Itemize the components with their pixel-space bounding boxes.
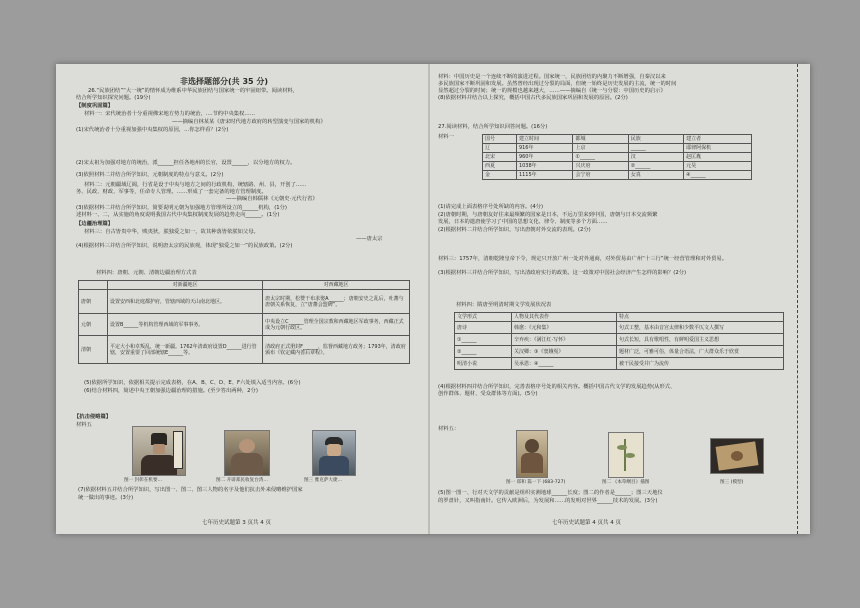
table-cell: 上京 <box>573 144 628 153</box>
table-cell: 女真 <box>628 171 683 180</box>
figure-caption: 图三 (模型) <box>720 480 744 485</box>
q26-intro: 26.“民族团结”“大一统”的情怀成为维系中华民族团结与国家统一的牢固纽带。阅读材料， <box>88 88 299 94</box>
table-header: 特点 <box>617 313 784 322</box>
table-header: 建立时间 <box>516 135 573 144</box>
table-cell: 元昊 <box>684 162 752 171</box>
q26-intro2: 结合所学知识探究问题。(19分) <box>76 95 151 101</box>
table-header <box>79 281 108 290</box>
table-cell: 960年 <box>516 153 573 162</box>
question-3b: 述材料一、二，从实施的角度说明我国古代中央集权制度发展的趋势走向______。(1分) <box>76 212 280 218</box>
q27-material-three: 材料三：1757年，清朝乾隆皇帝下令，规定只开放广州一处对外通商，对外贸易由广州“十三行”统一经营管理和对外贸易。 <box>438 256 728 262</box>
regimes-table <box>482 134 752 180</box>
material-one: 材料一：宋代统治者十分重视佛宋地方势力的统治，....节约中央集权…… <box>84 111 255 117</box>
table-cell: 中央设立C______管理全国宗教和西藏地区军政事务，西藏正式成为元朝行政区。 <box>263 314 410 336</box>
table-header: 民族 <box>628 135 683 144</box>
table-cell: 唐朝 <box>79 290 108 314</box>
material-intro-3: 显然超过分裂的时间；统一的规模也越来越大，……——摘编自《统一与分裂：中国历史的启示》 <box>438 88 666 94</box>
question-6: (6)结合材料四，简述中央王朝加强边疆治理的措施。(至少答出两种，2分) <box>84 388 258 394</box>
material-three: 材料三：自古皆贵中华，贱夷狄，朕独爱之如一，故其种落皆依朕如父母。 <box>84 229 259 235</box>
right-page <box>430 64 810 534</box>
figure-caption: 图二 《本草纲目》插图 <box>602 480 650 485</box>
page-footer: 七年历史试题第 3 页共 4 页 <box>202 520 271 526</box>
table-cell: 被干民接受并广为流传 <box>617 358 784 370</box>
material-one-source: ——摘编自林某某《唐宋时代地方政府的转型演变与国家的机构》 <box>172 119 326 125</box>
question-8: (8)依据材料并结合以上探究，概括中国古代多民族国家巩固和发展的原因。(2分) <box>438 95 628 101</box>
table-header: 人物及其代表作 <box>512 313 617 322</box>
picture-caption: 图二 开辟郑民收复台湾... <box>216 478 268 483</box>
table-cell: ①______ <box>455 334 512 346</box>
frontier-table <box>78 280 410 364</box>
question-4: (4)根据材料三并结合所学知识，说明唐太宗的民族观，体现“独爱之如一”的民族政策。(2分) <box>76 243 293 249</box>
table-cell: 明清小说 <box>455 358 512 370</box>
table-cell: 1038年 <box>516 162 573 171</box>
table-cell: 1115年 <box>516 171 573 180</box>
material-two: 材料二：元朝疆域辽阔，行省是设于中央与地方之间的行政机构，统辖路、州、县，开创了…… <box>84 182 307 188</box>
table-cell: 清朝 <box>79 336 108 364</box>
q27-material-one: 材料一 <box>438 134 454 140</box>
material-two-line2: 务、民政、财政、军事等，任命专人管理。……形成了一套完备的地方管理制度。 <box>76 189 267 195</box>
sub-heading-system: 【制度巩固篇】 <box>76 103 114 109</box>
question-2: (2)宋太祖为加强对地方的统治，派______担任各地州的长官，设置______，以分地方的权力。 <box>76 160 296 166</box>
q27-title: 27.阅读材料，结合所学知识回答问题。(16分) <box>438 124 548 130</box>
table-header: 对新疆地区 <box>108 281 263 290</box>
table-cell: 设置安西和北庭都护府，管辖西域的天山南北地区。 <box>108 290 263 314</box>
table-header: 建立者 <box>684 135 752 144</box>
table-cell: 题材广泛，可雅可俗，体量合语法，广大群众乐于欣赏 <box>617 346 784 358</box>
table-header: 文学形式 <box>455 313 512 322</box>
figure-caption: 图一 郑和 篇一下 (683-727) <box>506 480 566 485</box>
table-cell: 北宋 <box>483 153 517 162</box>
q27-question-1: (1)请完成上面表格序号处所缺的内容。(4分) <box>438 204 544 210</box>
portrait-one-image <box>132 426 186 476</box>
question-1: (1)宋代统治者十分重视加强中央集权的原因，...你怎样看？(2分) <box>76 127 229 133</box>
material-intro-2: 多民族国家不断巩固和发展。虽然曾经出现过分裂的局面，但统一始终是历史发展的主流，统一的时间 <box>438 81 677 87</box>
figure-one-image <box>516 430 548 478</box>
q27-question-4: (4)根据材料四并结合所学知识，完善表格序号处的相关内容。概括中国古代文学的发展趋势(从形式、 <box>438 384 676 390</box>
table-cell: ④______ <box>684 171 752 180</box>
table-cell: 设置B______等机构管理西域的军事事务。 <box>108 314 263 336</box>
q27-question-2: (2)根据材料二并结合所学知识，写出唐朝对外交流的表现。(2分) <box>438 227 591 233</box>
q27-material-two-b: 发展，日本的遣唐使学习了中国的思想文化、律令、制度等多个方面…… <box>438 219 608 225</box>
sub-heading-resistance: 【抗击侵略篇】 <box>74 414 112 420</box>
table-cell: ①______ <box>573 153 628 162</box>
table-cell: 韩愈：《元和集》 <box>512 322 617 334</box>
table-cell: 元朝 <box>79 314 108 336</box>
literature-table <box>454 312 784 370</box>
material-four-title: 材料四：隋唐至明清时期文学发展状况表 <box>456 302 552 308</box>
table-cell: 平定大小和卓叛乱，统一新疆。1762年清政府设置D______进行管辖，安置重要了回部统辖E______等。 <box>108 336 263 364</box>
table-cell: 会宁府 <box>573 171 628 180</box>
q27-question-5b: 的罗盘针，又叫指南针。它传入欧洲后，为发展和……的发明对世界______技术的发展。(3分) <box>438 498 658 504</box>
material-two-source: ——摘编自韩儒林《元朝史·元代行省》 <box>226 196 318 202</box>
q27-material-five: 材料五： <box>438 426 460 432</box>
table-cell: 句式长短，具有歌唱性，有鲜明爱国主义思想 <box>617 334 784 346</box>
table-cell: 关汉卿：③《窦娥冤》 <box>512 346 617 358</box>
table-cell: 辽 <box>483 144 517 153</box>
section-title: 非选择题部分(共 35 分) <box>180 77 269 86</box>
material-five: 材料五 <box>76 422 92 428</box>
figure-three-image <box>710 438 764 474</box>
table-header: 对西藏地区 <box>263 281 410 290</box>
table-cell: 兴庆府 <box>573 162 628 171</box>
q27-question-4b: 创作群体、题材、受众群体等方面)。(5分) <box>438 391 538 397</box>
table-cell: 西夏 <box>483 162 517 171</box>
table-cell: 清政府正式册封F______，监督西藏地方政务；1793年，清政府颁布《钦定藏内善后章程》。 <box>263 336 410 364</box>
question-3: (3)依据材料二并结合所学知识，简要说明元朝为加强地方管理所设立的______机构，(1分) <box>76 205 287 211</box>
question-5: (5)依据所学知识，依据相关提示完成表格，在A、B、C、D、E、F六处填入适当内容。(6分) <box>84 380 301 386</box>
material-intro: 材料：中国历史是一个连续不断的演进过程。国家统一，民族团结的内聚力不断增强，自秦汉以来 <box>438 74 666 80</box>
table-cell: 辛弃疾：《满江红·写怀》 <box>512 334 617 346</box>
material-four-title: 材料四：唐朝、元朝、清朝边疆治理方式表 <box>96 270 197 276</box>
material-three-source: ——唐太宗 <box>356 236 383 242</box>
left-page <box>56 64 428 534</box>
table-header: 国号 <box>483 135 517 144</box>
picture-caption: 图一 封彰在机要... <box>124 478 162 483</box>
page-footer: 七年历史试题第 4 页共 4 页 <box>552 520 621 526</box>
portrait-two-image <box>224 430 270 476</box>
table-cell: 句式工整，基本由音宫太律和少数平仄文人撰写 <box>617 322 784 334</box>
table-cell: 916年 <box>516 144 573 153</box>
q27-question-5: (5)图一图一、行对天文学的贡献是组织实测地球______长度；图二的作者是______；图三天地仪 <box>438 490 663 496</box>
table-cell: ②______ <box>455 346 512 358</box>
table-cell: 吴承恩：④______ <box>512 358 617 370</box>
q27-material-two: (2)唐朝时期，与唐朝友好往来最频繁的国家是日本，不远万里来到中国，唐朝与日本交流频繁 <box>438 212 658 218</box>
table-cell: 赵匡胤 <box>684 153 752 162</box>
picture-caption: 图三 雅克萨大捷... <box>304 478 342 483</box>
portrait-three-image <box>312 430 356 476</box>
q27-question-3: (3)根据材料三并结合所学知识，写出清政府实行的政策。这一政策对中国社会经济产生怎样的影响？(2分) <box>438 270 687 276</box>
question-7b: 统一做出的事迹。(3分) <box>78 495 134 501</box>
question-7: (7)依据材料五并结合所学知识，写出图一、图二、图三人物的名字及他们抗击外来侵略维护国家 <box>78 487 303 493</box>
question-2b: (3)依照材料二并结合所学知识，元朝制度的特点与意义。(2分) <box>76 172 224 178</box>
sub-heading-frontier: 【边疆治理篇】 <box>76 221 114 227</box>
table-cell: ______ <box>628 144 683 153</box>
exam-sheet <box>56 64 810 534</box>
table-cell: ②______ <box>628 162 683 171</box>
figure-two-image <box>608 432 644 478</box>
table-header: 都城 <box>573 135 628 144</box>
table-cell: 金 <box>483 171 517 180</box>
table-cell: 唐太宗时期，松赞干布求娶A______；唐朝安史之乱后，吐蕃与唐朝关系恢复，立“唐蕃会盟碑”。 <box>263 290 410 314</box>
table-cell: 耶律阿保机 <box>684 144 752 153</box>
table-cell: 汉 <box>628 153 683 162</box>
table-cell: 唐诗 <box>455 322 512 334</box>
